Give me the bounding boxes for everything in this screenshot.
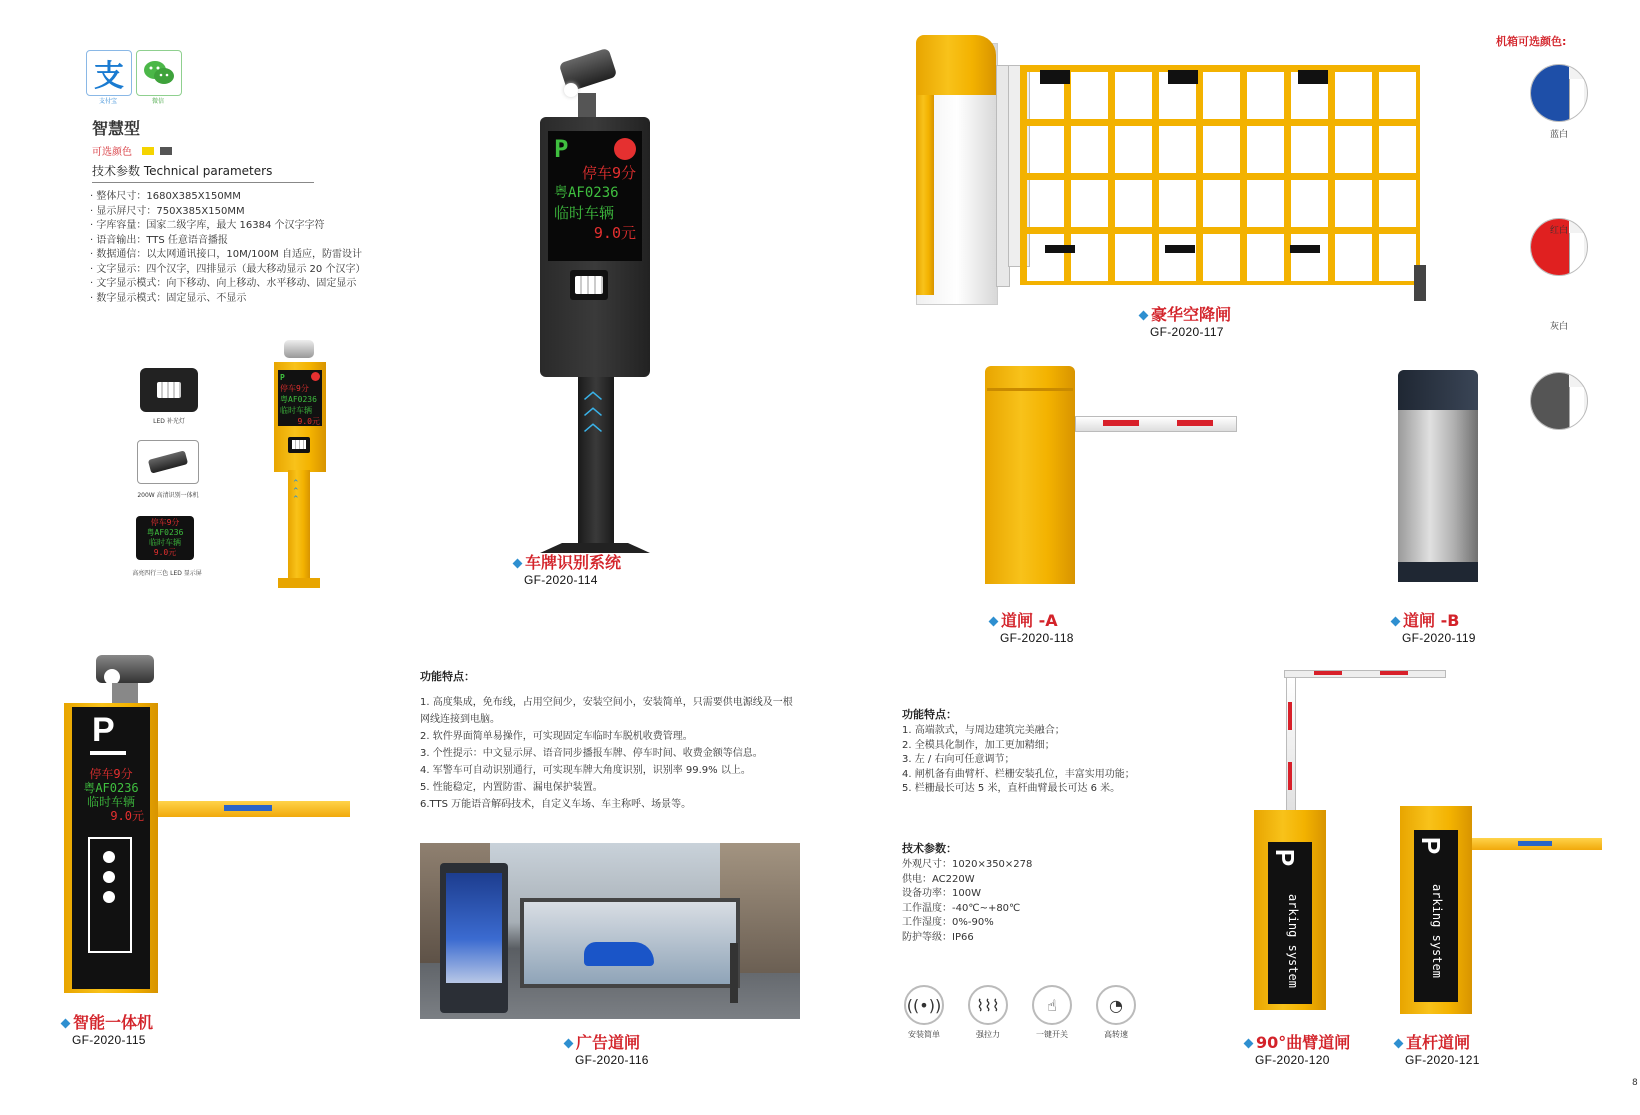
spec-item: · 整体尺寸：1680X385X150MM: [90, 191, 241, 202]
color-option-blue: [1530, 64, 1588, 122]
feature-item: 6.TTS 万能语音解码技术，自定义车场、车主称呼、场景等。: [420, 799, 692, 810]
fence-gate-image: [910, 35, 1450, 305]
lpr-system-image: [540, 55, 660, 535]
thumb-line1: 停车9分: [150, 518, 180, 527]
all-in-one-led: 停车9分 粤AF0236 临时车辆 9.0元: [83, 767, 144, 823]
bullet-icon: [564, 1039, 574, 1049]
thumb-line2: 粤AF0236: [146, 528, 184, 537]
bullet-icon: [1139, 311, 1149, 321]
feature-item: 4. 军警车可自动识别通行，可实现车牌大角度识别，识别率 99.9% 以上。: [420, 765, 751, 776]
lpr-led-screen: P 停车9分 粤AF0236 临时车辆 9.0元: [548, 131, 642, 261]
wechat-label: 微信: [151, 98, 164, 105]
p120-caption: [1245, 1030, 1350, 1067]
bullet-icon: [61, 1019, 71, 1029]
p116-caption: [565, 1030, 649, 1067]
p116-model: GF-2020-116: [575, 1053, 649, 1067]
feature-item: 5. 栏栅最长可达 5 米，直杆曲臂最长可达 6 米。: [902, 783, 1121, 794]
parking-system-label: arking system: [1286, 894, 1300, 988]
color-option-gray: [1530, 372, 1588, 430]
p114-model: GF-2020-114: [524, 573, 598, 587]
tech-item: 防护等级：IP66: [902, 931, 974, 943]
spring-icon: ⌇⌇⌇: [968, 985, 1008, 1025]
p118-name: 道闸 -A: [1001, 611, 1058, 630]
led-fill-light-image: [140, 368, 198, 412]
thumb-line3: 临时车辆: [149, 538, 181, 547]
wechat-logo: [136, 50, 182, 96]
ad-gate-photo: [420, 843, 800, 1019]
p115-caption: [62, 1010, 153, 1047]
features-left-title: 功能特点：: [420, 670, 475, 683]
features-right-title: 功能特点：: [902, 708, 957, 721]
spec-item: · 文字显示：四个汉字，四排显示（最大移动显示 20 个汉字）: [90, 263, 366, 275]
p120-model: GF-2020-120: [1255, 1053, 1330, 1067]
feature-item: 5. 性能稳定，内置防雷、漏电保护装置。: [420, 782, 603, 793]
feature-item: 1. 高端款式，与周边建筑完美融合；: [902, 725, 1065, 736]
fence-grid: [1020, 65, 1420, 285]
camera-image: [137, 440, 199, 484]
p119-caption: [1392, 608, 1476, 645]
swatch-gray: [160, 147, 172, 155]
p117-name: 豪华空降闸: [1151, 305, 1232, 324]
color-label-red: 红白: [1549, 226, 1568, 236]
straight-arm-gate-image: [1400, 806, 1605, 1016]
spec-list: [90, 190, 365, 306]
p118-model: GF-2020-118: [1000, 631, 1074, 645]
parking-system-label: arking system: [1430, 884, 1444, 978]
thumb-line4: 9.0元: [153, 548, 177, 557]
features-right-list: [902, 724, 1135, 797]
feature-icons: ((•)) 安装简单 ⌇⌇⌇ 强拉力 ☝ 一键开关 ◔ 高转速: [904, 985, 1136, 1040]
ad-kiosk: [440, 863, 508, 1013]
tech-item: 供电：AC220W: [902, 873, 975, 885]
tech-right-title: 技术参数：: [902, 842, 957, 855]
parking-p-icon: P: [1270, 848, 1301, 867]
p117-caption: [1140, 302, 1231, 339]
alipay-label: 支付宝: [98, 98, 117, 105]
feature-item: 3. 左 / 右向可任意调节；: [902, 754, 1015, 765]
box-colors-title: 机箱可选颜色:: [1496, 35, 1567, 48]
alipay-logo: [86, 50, 132, 96]
wechat-icon: [143, 59, 175, 87]
p115-name: 智能一体机: [73, 1013, 154, 1032]
tech-params-title: 技术参数 Technical parameters: [92, 164, 273, 178]
p115-model: GF-2020-115: [72, 1033, 146, 1047]
barrier-b-image: [1398, 370, 1480, 582]
swatch-yellow: [142, 147, 154, 155]
p118-caption: [990, 608, 1074, 645]
color-options: [92, 143, 172, 158]
parking-p-icon: P: [1416, 836, 1447, 855]
barrier-a-image: [985, 366, 1245, 586]
p120-name: 90°曲臂道闸: [1256, 1033, 1351, 1052]
p117-model: GF-2020-117: [1150, 325, 1224, 339]
tech-item: 工作温度：-40℃~+80℃: [902, 902, 1021, 914]
spec-item: · 数字显示模式：固定显示、不显示: [90, 292, 247, 304]
feature-item: 2. 全模具化制作，加工更加精细；: [902, 739, 1055, 751]
tech-right-list: [902, 858, 1032, 945]
p121-name: 直杆道闸: [1406, 1033, 1471, 1052]
ad-barrier-panel: [520, 898, 740, 988]
yellow-lpr-pillar: P 停车9分 粤AF0236 临时车辆 9.0元 ⌃ ⌃ ⌃: [270, 340, 330, 595]
bullet-icon: [989, 617, 999, 627]
alipay-icon: 支: [94, 59, 124, 94]
tech-params-divider: [92, 182, 314, 183]
fill-light: [570, 270, 608, 300]
small-led-screen: P 停车9分 粤AF0236 临时车辆 9.0元: [278, 370, 322, 426]
hand-press-icon: ☝: [1032, 985, 1072, 1025]
feature-item: 4. 闸机备有曲臂杆、栏栅安装孔位，丰富实用功能；: [902, 768, 1135, 780]
feature-item: 网线连接到电脑。: [420, 714, 500, 725]
led-fill-label: LED 补光灯: [153, 418, 185, 425]
spec-item: · 字库容量：国家二级字库，最大 16384 个汉字字符: [90, 220, 325, 231]
features-left-list: [420, 694, 800, 813]
color-options-label: 可选颜色: [92, 147, 132, 158]
all-in-one-image: [64, 655, 354, 1000]
bullet-icon: [1244, 1039, 1254, 1049]
p114-name: 车牌识别系统: [525, 553, 622, 572]
p121-model: GF-2020-121: [1405, 1053, 1480, 1067]
page-number: 8: [1632, 1078, 1638, 1088]
color-label-gray: 灰白: [1549, 322, 1568, 332]
tech-item: 设备功率：100W: [902, 888, 981, 899]
arrow-icon: ︿ ︿ ︿: [584, 382, 602, 435]
color-label-blue: 蓝白: [1549, 130, 1568, 140]
led-display-thumb: [136, 516, 194, 560]
feature-item: 1. 高度集成，免布线，占用空间少，安装空间小，安装简单，只需要供电源线及一根: [420, 697, 793, 708]
bullet-icon: [513, 559, 523, 569]
p114-caption: [514, 550, 621, 587]
feature-item: 3. 个性提示：中文显示屏、语音同步播报车牌、停车时间、收费金额等信息。: [420, 748, 763, 759]
parking-p-icon: P: [92, 711, 115, 749]
spec-item: · 文字显示模式：向下移动、向上移动、水平移动、固定显示: [90, 278, 357, 289]
tech-item: 工作湿度：0%-90%: [902, 917, 994, 928]
camera-head: [284, 340, 314, 358]
p119-name: 道闸 -B: [1403, 611, 1460, 630]
feature-item: 2. 软件界面简单易操作，可实现固定车临时车脱机收费管理。: [420, 731, 693, 742]
spec-item: · 显示屏尺寸：750X385X150MM: [90, 205, 245, 217]
p116-name: 广告道闸: [576, 1033, 641, 1052]
wireless-icon: ((•)): [904, 985, 944, 1025]
p119-model: GF-2020-119: [1402, 631, 1476, 645]
display-label: 高亮四行三色 LED 显示屏: [132, 570, 202, 577]
spec-item: · 语音输出：TTS 任意语音播报: [90, 234, 228, 246]
bullet-icon: [1394, 1039, 1404, 1049]
tech-item: 外观尺寸：1020×350×278: [902, 859, 1033, 870]
camera-label: 200W 高清识别一体机: [137, 492, 199, 499]
speedometer-icon: ◔: [1096, 985, 1136, 1025]
spec-item: · 数据通信：以太网通讯接口，10M/100M 自适应，防雷设计: [90, 249, 362, 260]
product-type: 智慧型: [92, 119, 141, 138]
p121-caption: [1395, 1030, 1480, 1067]
bullet-icon: [1391, 617, 1401, 627]
